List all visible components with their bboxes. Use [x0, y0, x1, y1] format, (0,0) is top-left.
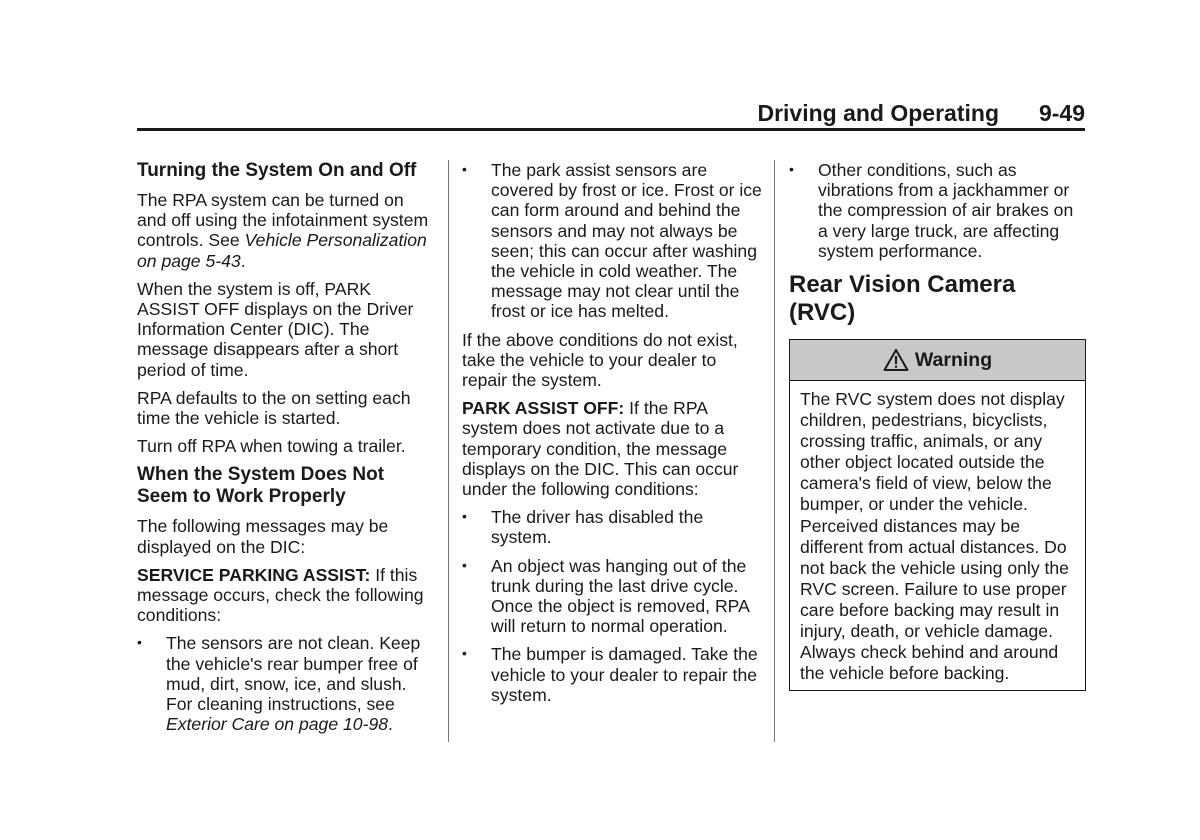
- list-item-text: An object was hanging out of the trunk during the last drive cycle. Once the object is removed, RPA will return to normal operation.: [491, 555, 749, 637]
- section-title: Driving and Operating: [757, 100, 999, 126]
- column-middle: [462, 160, 762, 713]
- list-item: [462, 507, 762, 547]
- header-rule: [137, 128, 1085, 131]
- bullet-icon: •: [789, 161, 794, 177]
- paragraph: The following messages may be displayed on the DIC:: [137, 516, 389, 557]
- list-item: [137, 633, 435, 734]
- paragraph: RPA defaults to the on setting each time the vehicle is started.: [137, 387, 411, 429]
- condition-list: [462, 507, 762, 705]
- warning-body: The RVC system does not display children, pedestrians, bicyclists, crossing traffic, animals, or any other object located outside the camera's field of view, below the bumper, or under the vehicle. Perceived distances may be different from actual distances. Do not back the vehicle using only the RVC screen. Failure to use proper care before backing may result in injury, death, or vehicle damage. Always check behind and around the vehicle before backing.: [800, 389, 1069, 684]
- condition-list: [462, 160, 762, 322]
- warning-box: [789, 339, 1086, 691]
- paragraph: When the system is off, PARK ASSIST OFF displays on the Driver Information Center (DIC). The message disappears after a short period of time.: [137, 278, 414, 380]
- paragraph: [137, 565, 435, 626]
- column-left: [137, 160, 435, 742]
- column-right: [789, 160, 1086, 691]
- paragraph: If the above conditions do not exist, take the vehicle to your dealer to repair the system.: [462, 329, 738, 391]
- heading-rear-vision-camera: Rear Vision Camera (RVC): [789, 271, 1016, 327]
- paragraph-text: The RPA system can be turned on and off using the infotainment system controls. See: [137, 190, 429, 251]
- bullet-icon: •: [462, 556, 467, 573]
- page-header: [137, 100, 1085, 130]
- message-term: PARK ASSIST OFF:: [462, 398, 625, 419]
- message-term: SERVICE PARKING ASSIST:: [137, 564, 371, 585]
- list-item: [462, 160, 762, 322]
- bullet-icon: •: [462, 161, 467, 177]
- column-divider: [448, 160, 449, 742]
- condition-list: [137, 633, 435, 734]
- list-item: [462, 644, 762, 705]
- list-item-text: The driver has disabled the system.: [491, 507, 704, 548]
- bullet-icon: •: [462, 508, 467, 525]
- list-item-text: The park assist sensors are covered by frost or ice. Frost or ice can form around and behind the sensors and may not always be seen; this can occur after washing the vehicle in cold weather. The message may not clear until the frost or ice has melted.: [491, 160, 762, 322]
- paragraph: [462, 398, 762, 499]
- column-divider: [774, 160, 775, 742]
- paragraph-text: If the RPA system does not activate due to a temporary condition, the message displays on the DIC. This can occur under the following conditions:: [462, 398, 739, 500]
- bullet-icon: •: [462, 645, 467, 662]
- paragraph: [137, 190, 435, 271]
- punctuation: .: [388, 714, 393, 735]
- list-item: [789, 160, 1086, 261]
- paragraph: Turn off RPA when towing a trailer.: [137, 436, 406, 457]
- page-reference: Exterior Care on page 10-98: [166, 714, 389, 735]
- heading-turning-system-on-off: Turning the System On and Off: [137, 160, 417, 181]
- warning-header: [790, 340, 1085, 381]
- heading-system-not-working: When the System Does Not Seem to Work Properly: [137, 464, 385, 508]
- warning-triangle-icon: [883, 348, 909, 372]
- page-reference: Vehicle Personalization on page 5-43: [137, 230, 427, 271]
- paragraph-text: If this message occurs, check the following conditions:: [137, 564, 424, 626]
- list-item-text: Other conditions, such as vibrations from a jackhammer or the compression of air brakes on a very large truck, are affecting system performance.: [818, 160, 1074, 261]
- list-item: [462, 556, 762, 637]
- list-item-text: The bumper is damaged. Take the vehicle to your dealer to repair the system.: [491, 644, 758, 705]
- warning-title: Warning: [914, 348, 993, 371]
- condition-list: [789, 160, 1086, 261]
- list-item-text: The sensors are not clean. Keep the vehicle's rear bumper free of mud, dirt, snow, ice, and slush. For cleaning instructions, see: [166, 633, 421, 715]
- punctuation: .: [240, 250, 246, 271]
- bullet-icon: •: [137, 634, 142, 651]
- page-number: 9-49: [1038, 100, 1085, 126]
